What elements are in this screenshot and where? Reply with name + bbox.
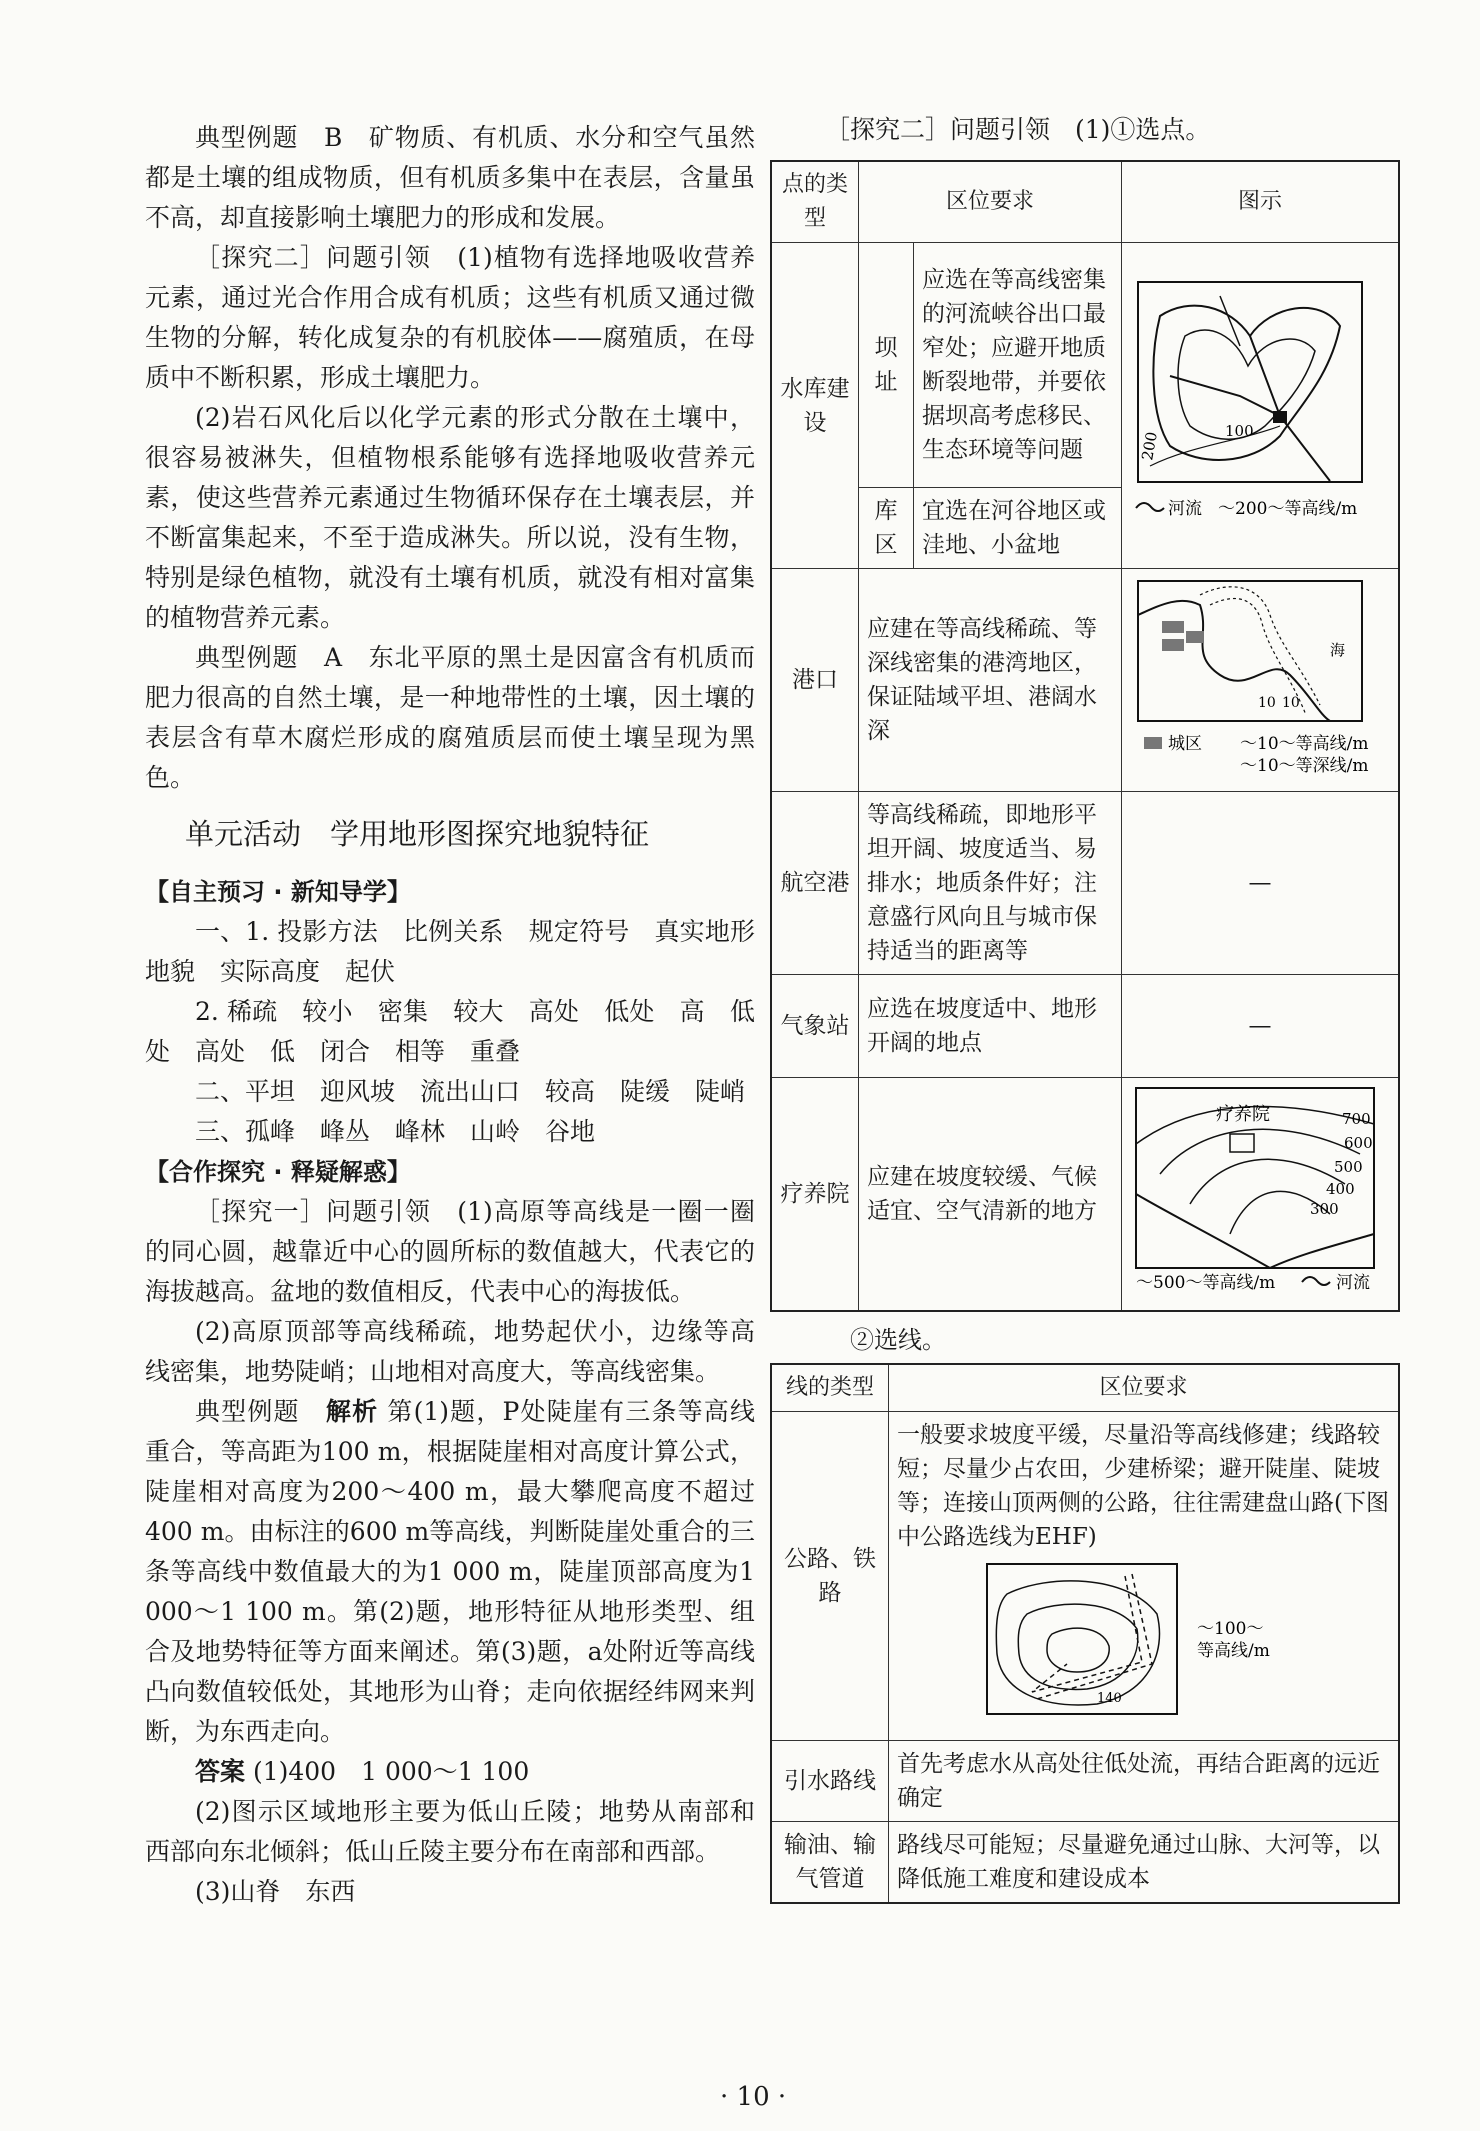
answer-line-1: 一、1. 投影方法 比例关系 规定符号 真实地形 地貌 实际高度 起伏 — [145, 917, 781, 986]
fig1-river-legend: 河流 — [1168, 498, 1202, 519]
explore-two-paragraph-2: (2)岩石风化后以化学元素的形式分散在土壤中，很容易被淋失，但植物根系能够有选择地吸收营养元素，使这些营养元素通过生物循环保存在土壤表层，并不断富集起来，不至于造成淋失。所以说，没有生物，特别是绿色植物，就没有土壤有机质，就没有相对富集的植物营养元素。 — [145, 403, 755, 632]
cell-weather-fig: — — [1122, 975, 1400, 1078]
table-header-row — [771, 1364, 1399, 1412]
cell-dam: 坝址 — [859, 243, 914, 488]
fig3-label-400: 400 — [1326, 1180, 1355, 1198]
fig4-contour-legend-2: 等高线/m — [1197, 1641, 1270, 1661]
fig3-label-700: 700 — [1342, 1110, 1371, 1128]
fig3-river-legend: 河流 — [1336, 1273, 1370, 1293]
fig3-contour-legend: ～500～等高线/m — [1136, 1273, 1276, 1293]
fig1-label-100: 100 — [1225, 421, 1254, 440]
cell-fig-reservoir — [1122, 243, 1400, 569]
header-point-type: 点的类型 — [771, 161, 859, 243]
example-label: 典型例题 — [195, 1397, 326, 1426]
river-legend-icon — [1136, 503, 1164, 511]
cell-reservoir: 水库建设 — [771, 243, 859, 569]
cell-pipe: 输油、输气管道 — [771, 1822, 889, 1904]
table-row — [771, 792, 1399, 975]
fig3-sanatorium-label: 疗养院 — [1216, 1104, 1270, 1125]
table-row — [771, 1412, 1399, 1741]
answer-paragraph-3: (3)山脊 东西 — [195, 1877, 356, 1906]
fig1-contour-legend: ～200～等高线/m — [1218, 498, 1358, 519]
header-requirement: 区位要求 — [859, 161, 1122, 243]
reservoir-contour-map — [1130, 276, 1370, 526]
cell-road-req-wrap — [889, 1412, 1400, 1741]
page-number: · 10 · — [720, 2082, 787, 2112]
site-selection-table — [770, 160, 1400, 1312]
answer-label: 答案 — [195, 1757, 246, 1786]
cell-airport-fig: — — [1122, 792, 1400, 975]
analysis-text: 第(1)题，P处陡崖有三条等高线重合，等高距为100 m，根据陡崖相对高度计算公式，陡崖相对高度为200～400 m，最大攀爬高度不超过400 m。由标注的600 m等高线，判断陡崖处重合的三条等高线中数值最大的为1 000 m，陡崖顶部高度为1 000～1 100 m。第(2)题，地形特征从地形类型、组合及地势特征等方面来阐述。第(3)题，a处附近等高线凸向数值较低处，其地形为山脊；走向依据经纬网来判断，为东西走向。 — [145, 1397, 755, 1746]
fig2-label-10b: 10 — [1282, 695, 1300, 711]
explore-one-paragraph-2: (2)高原顶部等高线稀疏，地势起伏小，边缘等高线密集，地势陡峭；山地相对高度大，等高线密集。 — [145, 1317, 755, 1386]
table-row — [771, 975, 1399, 1078]
cell-port-req: 应建在等高线稀疏、等深线密集的港湾地区，保证陆域平坦、港阔水深 — [859, 569, 1122, 792]
road-contour-map — [897, 1554, 1377, 1724]
cell-area: 库区 — [859, 488, 914, 569]
analysis-label: 解析 — [325, 1397, 379, 1426]
cell-water-req: 首先考虑水从高处往低处流，再结合距离的远近确定 — [889, 1741, 1400, 1822]
fig4-label-140: 140 — [1097, 1691, 1122, 1706]
table-row — [771, 569, 1399, 792]
left-column — [145, 118, 781, 1912]
cell-road-req: 一般要求坡度平缓，尽量沿等高线修建；线路较短；尽量少占农田，少建桥梁；避开陡崖、陡坡等；连接山顶两侧的公路，往往需建盘山路(下图中公路选线为EHF) — [897, 1422, 1389, 1550]
fig1-label-200: 200 — [1138, 429, 1161, 462]
cell-weather: 气象站 — [771, 975, 859, 1078]
city-legend-icon — [1144, 737, 1162, 749]
fig2-sea-label: 海 — [1330, 641, 1346, 659]
fig2-city-legend: 城区 — [1168, 734, 1202, 754]
fig3-label-500: 500 — [1334, 1158, 1363, 1176]
section-cooperative: 【合作探究 · 释疑解惑】 — [145, 1158, 411, 1186]
cell-fig-port — [1122, 569, 1400, 792]
table-row — [771, 1822, 1399, 1904]
unit-title: 单元活动 学用地形图探究地貌特征 — [185, 817, 650, 851]
right-heading: ［探究二］问题引领 (1)①选点。 — [825, 115, 1211, 144]
port-contour-map — [1130, 575, 1370, 775]
sanatorium-contour-map — [1130, 1084, 1380, 1294]
header-figure: 图示 — [1122, 161, 1400, 243]
cell-area-req: 宜选在河谷地区或洼地、小盆地 — [914, 488, 1122, 569]
fig3-label-300: 300 — [1310, 1200, 1339, 1218]
cell-water: 引水路线 — [771, 1741, 889, 1822]
header-line-req: 区位要求 — [889, 1364, 1400, 1412]
fig3-label-600: 600 — [1344, 1134, 1373, 1152]
cell-port: 港口 — [771, 569, 859, 792]
table-row — [771, 243, 1399, 488]
fig4-contour-legend-1: ～100～ — [1197, 1619, 1264, 1639]
cell-sanatorium: 疗养院 — [771, 1078, 859, 1312]
fig2-contour-legend: ～10～等高线/m — [1240, 734, 1369, 754]
route-selection-heading: ②选线。 — [850, 1326, 946, 1354]
answer-paragraph-2: (2)图示区域地形主要为低山丘陵；地势从南部和西部向东北倾斜；低山丘陵主要分布在南部和西部。 — [145, 1797, 755, 1866]
example-paragraph-1: 典型例题 B 矿物质、有机质、水分和空气虽然都是土壤的组成物质，但有机质多集中在表层，含量虽不高，却直接影响土壤肥力的形成和发展。 — [145, 123, 755, 232]
right-column — [770, 110, 1400, 1904]
table-header-row — [771, 161, 1399, 243]
table-row — [771, 1078, 1399, 1312]
cell-fig-sanatorium — [1122, 1078, 1400, 1312]
explore-one-paragraph: ［探究一］问题引领 (1)高原等高线是一圈一圈的同心圆，越靠近中心的圆所标的数值越大，代表它的海拔越高。盆地的数值相反，代表中心的海拔低。 — [145, 1197, 755, 1306]
cell-airport: 航空港 — [771, 792, 859, 975]
route-selection-table — [770, 1363, 1400, 1904]
cell-airport-req: 等高线稀疏，即地形平坦开阔、坡度适当、易排水；地质条件好；注意盛行风向且与城市保持适当的距离等 — [859, 792, 1122, 975]
answer-line-2: 2. 稀疏 较小 密集 较大 高处 低处 高 低处 高处 低 闭合 相等 重叠 — [145, 997, 755, 1066]
answer-paragraph-1 — [145, 1752, 755, 1792]
example-paragraph-2: 典型例题 A 东北平原的黑土是因富含有机质而肥力很高的自然土壤，是一种地带性的土壤，因土壤的表层含有草木腐烂形成的腐殖质层而使土壤呈现为黑色。 — [145, 643, 755, 792]
header-line-type: 线的类型 — [771, 1364, 889, 1412]
river-legend-icon — [1302, 1277, 1330, 1285]
answer-text-1: (1)400 1 000～1 100 — [245, 1757, 530, 1786]
cell-weather-req: 应选在坡度适中、地形开阔的地点 — [859, 975, 1122, 1078]
cell-dam-req: 应选在等高线密集的河流峡谷出口最窄处；应避开地质断裂地带，并要依据坝高考虑移民、生态环境等问题 — [914, 243, 1122, 488]
fig2-depth-legend: ～10～等深线/m — [1240, 756, 1369, 775]
table-row — [771, 1741, 1399, 1822]
cell-pipe-req: 路线尽可能短；尽量避免通过山脉、大河等，以降低施工难度和建设成本 — [889, 1822, 1400, 1904]
section-self-study: 【自主预习 · 新知导学】 — [145, 878, 411, 906]
fig2-label-10a: 10 — [1258, 695, 1276, 711]
analysis-paragraph — [145, 1392, 755, 1752]
explore-two-paragraph: ［探究二］问题引领 (1)植物有选择地吸收营养元素，通过光合作用合成有机质；这些有机质又通过微生物的分解，转化成复杂的有机胶体——腐殖质，在母质中不断积累，形成土壤肥力。 — [145, 243, 755, 392]
cell-road: 公路、铁路 — [771, 1412, 889, 1741]
cell-sanatorium-req: 应建在坡度较缓、气候适宜、空气清新的地方 — [859, 1078, 1122, 1312]
answer-line-3: 二、平坦 迎风坡 流出山口 较高 陡缓 陡峭 — [195, 1077, 746, 1106]
answer-line-4: 三、孤峰 峰丛 峰林 山岭 谷地 — [195, 1117, 596, 1146]
